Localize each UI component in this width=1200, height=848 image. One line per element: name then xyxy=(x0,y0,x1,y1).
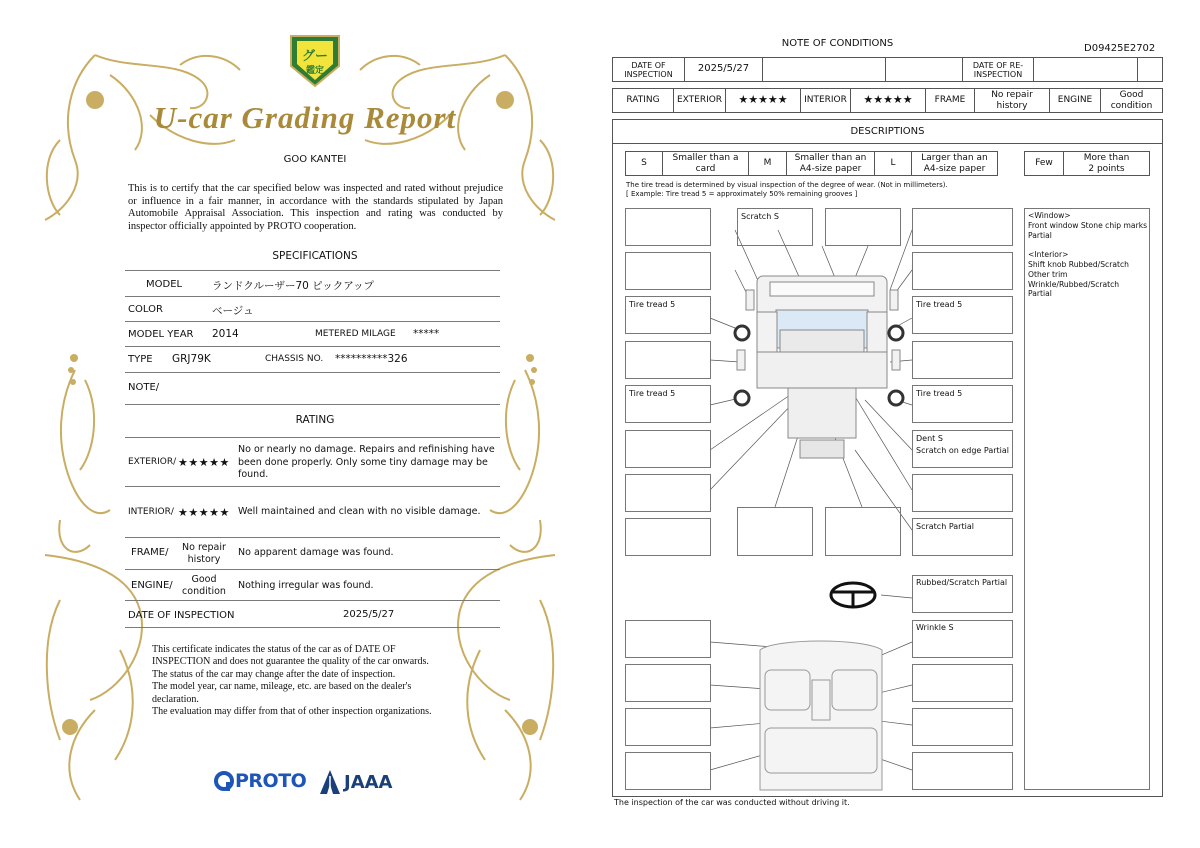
legend-m-desc: Smaller than an A4-size paper xyxy=(786,151,875,176)
note-tire-rear-left: Tire tread 5 xyxy=(629,389,676,398)
footer-line: declaration. xyxy=(152,693,199,705)
side-note-line: <Interior> xyxy=(1028,250,1069,260)
interior-description: Well maintained and clean with no visible damage. xyxy=(238,506,481,517)
exterior-stars: ★★★★★ xyxy=(725,88,801,113)
rating-label: RATING xyxy=(612,88,674,113)
descriptions-heading: DESCRIPTIONS xyxy=(612,119,1163,144)
proto-logo: PROTO xyxy=(213,770,306,792)
side-note-line: Front window Stone chip marks xyxy=(1028,220,1148,230)
legend-few-desc: More than 2 points xyxy=(1063,151,1150,176)
tire-note: The tire tread is determined by visual inspection of the degree of wear. (Not in millimeters). xyxy=(626,181,948,189)
legend-m: M xyxy=(748,151,787,176)
note-dent-s: Dent S xyxy=(916,434,943,443)
date-of-inspection-value: 2025/5/27 xyxy=(343,609,395,620)
proto-mark-icon xyxy=(213,770,235,792)
legend-s: S xyxy=(625,151,663,176)
engine-description: Nothing irregular was found. xyxy=(238,580,374,591)
condition-sheet xyxy=(600,0,1200,848)
interior-label: INTERIOR/ xyxy=(128,507,174,517)
note-wrinkle-s: Wrinkle S xyxy=(916,623,954,632)
note-scratch-s: Scratch S xyxy=(741,212,779,221)
jaaa-logo: JAAA xyxy=(318,768,393,796)
engine-value: Good condition xyxy=(1100,88,1163,113)
date-of-inspection-label: DATE OF INSPECTION xyxy=(612,57,685,82)
footer-line: The model year, car name, mileage, etc. are based on the dealer's xyxy=(152,681,412,693)
side-note-line: Wrinkle/Rubbed/Scratch xyxy=(1028,279,1120,289)
note-label: NOTE/ xyxy=(128,382,160,393)
model-label: MODEL xyxy=(146,279,183,290)
frame-value: No repair history xyxy=(182,542,226,565)
side-note-line: Other trim xyxy=(1028,269,1068,279)
side-note-line: <Window> xyxy=(1028,211,1071,220)
footer-line: This certificate indicates the status of the car as of DATE OF xyxy=(152,644,396,655)
mileage-label: METERED MILAGE xyxy=(315,329,396,339)
side-note-line xyxy=(1028,240,1148,250)
exterior-stars: ★★★★★ xyxy=(178,456,230,469)
color-label: COLOR xyxy=(128,304,163,315)
type-value: GRJ79K xyxy=(172,353,211,365)
legend-s-desc: Smaller than a card xyxy=(662,151,749,176)
note-scratch-partial: Scratch Partial xyxy=(916,522,974,531)
engine-label: ENGINE/ xyxy=(131,580,173,591)
note-steering: Rubbed/Scratch Partial xyxy=(916,578,1008,587)
color-value: ベージュ xyxy=(212,305,254,317)
footer-line: The status of the car may change after the date of inspection. xyxy=(152,668,396,680)
frame-label: FRAME xyxy=(925,88,975,113)
note-scratch-edge: Scratch on edge Partial xyxy=(916,446,1010,455)
exterior-label: EXTERIOR xyxy=(673,88,726,113)
certificate-footer xyxy=(152,644,482,718)
report-subtitle: GOO KANTEI xyxy=(283,154,347,165)
note-tire-front-left: Tire tread 5 xyxy=(629,300,676,309)
model-year-label: MODEL YEAR xyxy=(128,329,194,340)
svg-text:鑑定: 鑑定 xyxy=(305,66,325,76)
jaaa-mark-icon xyxy=(318,768,342,796)
report-title: U-car Grading Report xyxy=(153,100,457,135)
type-label: TYPE xyxy=(128,354,153,365)
model-value: ランドクルーザー70 ピックアップ xyxy=(212,280,375,292)
footer-line: INSPECTION and does not guarantee the quality of the car onwards. xyxy=(152,656,429,668)
note-tire-rear-right: Tire tread 5 xyxy=(916,389,963,398)
certificate-intro: This is to certify that the car specified below was inspected and rated without prejudice or influence in a fair manner, in accordance with the standards stipulated by Japan Automobile Appraisal Association. This inspection and rating was conducted by inspector officially appointed by PROTO cooperation. xyxy=(128,183,503,232)
frame-label: FRAME/ xyxy=(131,547,169,558)
engine-label: ENGINE xyxy=(1049,88,1101,113)
date-of-reinspection-label: DATE OF RE-INSPECTION xyxy=(962,57,1034,82)
legend-few: Few xyxy=(1024,151,1064,176)
side-note-line: Shift knob Rubbed/Scratch xyxy=(1028,259,1129,269)
side-note-line: Partial xyxy=(1028,230,1052,240)
sheet-title: NOTE OF CONDITIONS xyxy=(781,38,894,49)
engine-value: Good condition xyxy=(182,574,226,597)
date-of-inspection-label: DATE OF INSPECTION xyxy=(128,610,235,621)
model-year-value: 2014 xyxy=(212,328,239,340)
sheet-footer: The inspection of the car was conducted without driving it. xyxy=(614,798,850,807)
goo-kantei-badge-icon xyxy=(285,30,345,90)
interior-label: INTERIOR xyxy=(800,88,851,113)
footer-line: The evaluation may differ from that of other inspection organizations. xyxy=(152,706,432,718)
document-id: D09425E2702 xyxy=(1084,43,1156,54)
side-note-line: Partial xyxy=(1028,289,1052,299)
legend-l-desc: Larger than an A4-size paper xyxy=(911,151,998,176)
chassis-value: **********326 xyxy=(335,353,408,365)
specifications-heading: SPECIFICATIONS xyxy=(272,250,358,262)
interior-stars: ★★★★★ xyxy=(178,506,230,519)
exterior-label: EXTERIOR/ xyxy=(128,457,177,467)
steering-wheel-icon xyxy=(831,583,875,607)
chassis-label: CHASSIS NO. xyxy=(265,354,324,364)
interior-stars: ★★★★★ xyxy=(850,88,926,113)
svg-text:グー: グー xyxy=(301,49,329,64)
side-notes xyxy=(1028,211,1148,299)
tire-example: [ Example: Tire tread 5 = approximately 50% remaining grooves ] xyxy=(626,190,858,198)
date-of-inspection-value: 2025/5/27 xyxy=(684,57,763,82)
legend-l: L xyxy=(874,151,912,176)
note-tire-front-right: Tire tread 5 xyxy=(916,300,963,309)
exterior-description: No or nearly no damage. Repairs and refinishing have been done properly. Only some tiny damage may be found. xyxy=(238,444,495,480)
mileage-value: ***** xyxy=(413,328,440,340)
rating-heading: RATING xyxy=(295,414,335,426)
frame-value: No repair history xyxy=(974,88,1050,113)
frame-description: No apparent damage was found. xyxy=(238,547,394,558)
